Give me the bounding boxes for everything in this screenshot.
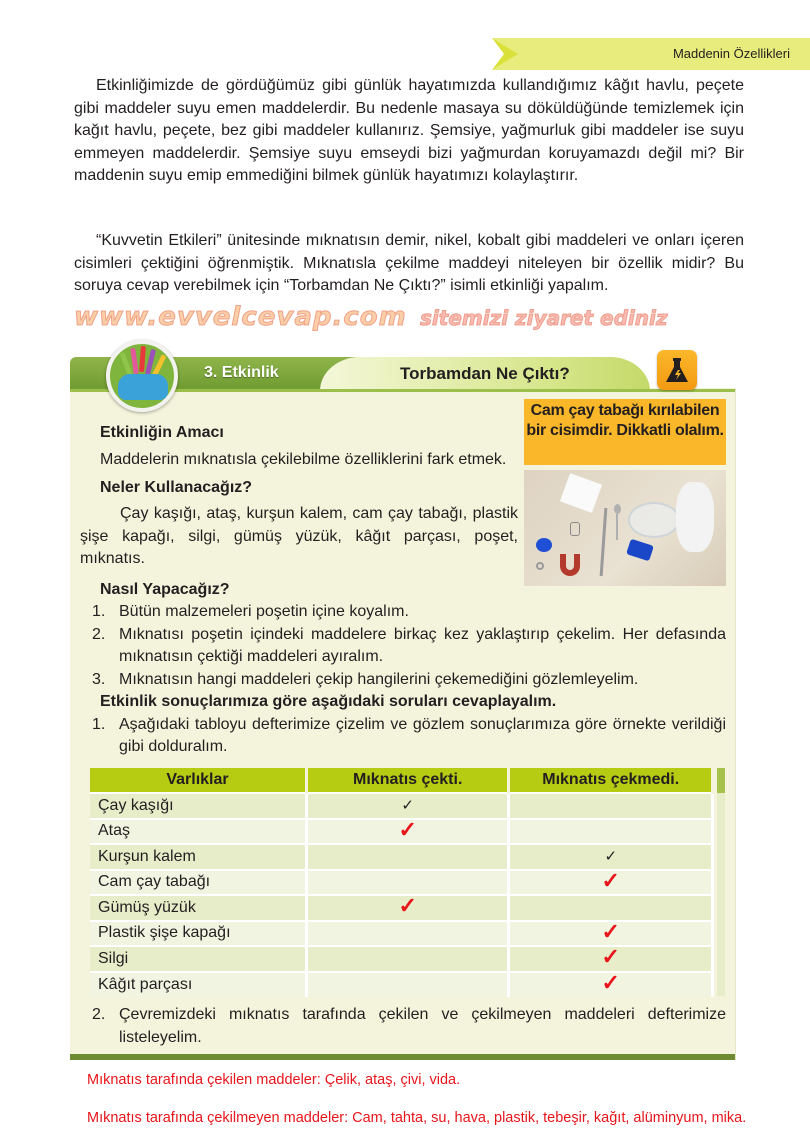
pencil-shape xyxy=(139,346,146,372)
step-text: Mıknatısın hangi maddeleri çekip hangilerini çekemediğini gözlemleyelim. xyxy=(119,670,639,688)
question-item xyxy=(92,1004,726,1049)
check-icon: ✓ xyxy=(398,893,417,919)
paper-shape xyxy=(560,473,602,513)
spoon-shape xyxy=(614,504,621,514)
attracted-cell xyxy=(306,816,509,845)
table-header-row xyxy=(90,768,713,793)
item-cell: Gümüş yüzük xyxy=(90,895,306,921)
answer-attracted: Mıknatıs tarafında çekilen maddeler: Çelik, ataş, çivi, vida. xyxy=(87,1072,461,1088)
table-row xyxy=(90,793,713,819)
not-attracted-cell xyxy=(509,793,713,819)
question-text: Çevremizdeki mıknatıs tarafında çekilen ve çekilmeyen maddeleri defterimize listeleyelim. xyxy=(119,1006,726,1046)
answer-not-attracted: Mıknatıs tarafında çekilmeyen maddeler: Cam, tahta, su, hava, plastik, tebeşir, kağıt, alüminyum, mika. xyxy=(87,1110,747,1126)
table-side-strip xyxy=(717,768,725,996)
bag-shape xyxy=(676,482,714,552)
item-cell: Kurşun kalem xyxy=(90,844,306,870)
not-attracted-cell xyxy=(509,972,713,998)
table-row xyxy=(90,819,713,845)
step-number: 1. xyxy=(92,603,106,620)
item-cell: Kâğıt parçası xyxy=(90,972,306,998)
pencil-case-icon xyxy=(106,340,178,412)
attracted-cell xyxy=(306,972,509,998)
purpose-text: Maddelerin mıknatısla çekilebilme özelliklerini fark etmek. xyxy=(100,451,507,468)
table-row xyxy=(90,946,713,972)
check-icon: ✓ xyxy=(604,848,618,866)
step-item xyxy=(92,669,726,692)
step-item xyxy=(92,624,726,669)
results-heading: Etkinlik sonuçlarımıza göre aşağıdaki soruları cevaplayalım. xyxy=(100,693,557,710)
question-number: 1. xyxy=(92,715,106,733)
item-cell: Çay kaşığı xyxy=(90,793,306,819)
bottle-cap-shape xyxy=(536,538,552,552)
check-icon: ✓ xyxy=(401,797,414,815)
not-attracted-cell xyxy=(509,867,713,896)
item-cell: Plastik şişe kapağı xyxy=(90,921,306,947)
activity-label: 3. Etkinlik xyxy=(204,364,279,381)
item-cell: Silgi xyxy=(90,946,306,972)
table-row xyxy=(90,895,713,921)
item-cell: Cam çay tabağı xyxy=(90,870,306,896)
ring-shape xyxy=(536,562,544,570)
step-text: Mıknatısı poşetin içindeki maddelere birkaç kez yaklaştırıp çekelim. Her defasında mıknatısın çektiği maddeleri ayıralım. xyxy=(119,625,726,665)
flask-icon xyxy=(657,350,697,390)
step-item xyxy=(92,601,726,624)
spoon-handle-shape xyxy=(616,514,618,540)
materials-photo xyxy=(524,470,726,586)
question-2 xyxy=(92,1004,726,1049)
paperclip-shape xyxy=(570,522,580,536)
column-header: Mıknatıs çekti. xyxy=(306,768,509,793)
not-attracted-cell xyxy=(509,895,713,921)
intro-paragraph-2: “Kuvvetin Etkileri” ünitesinde mıknatısın demir, nikel, kobalt gibi maddeleri ve onları içeren cisimleri çektiğini öğrenmiştik. Mıknatısla çekilme maddeyi niteleyen bir özellik midir? Bu soruya cevap verebilmek için “Torbamdan Ne Çıktı?” isimli etkinliği yapalım. xyxy=(74,232,744,294)
warning-note: Cam çay tabağı kırılabilen bir cisimdir. Dikkatli olalım. xyxy=(524,399,726,465)
column-header: Mıknatıs çekmedi. xyxy=(509,768,713,793)
glass-plate-shape xyxy=(628,502,680,538)
pencil-shape xyxy=(130,348,139,374)
activity-title: Torbamdan Ne Çıktı? xyxy=(400,364,570,383)
attracted-cell xyxy=(306,921,509,947)
pencil-shape xyxy=(600,508,608,576)
materials-heading: Neler Kullanacağız? xyxy=(100,479,253,496)
method-steps xyxy=(92,601,726,759)
watermark-message: sitemizi ziyaret ediniz xyxy=(420,306,668,330)
attracted-cell xyxy=(306,844,509,870)
item-cell: Ataş xyxy=(90,819,306,845)
not-attracted-cell xyxy=(509,844,713,870)
question-text: Aşağıdaki tabloyu defterimize çizelim ve gözlem sonuçlarımıza göre örnekte verildiği gibi dolduralım. xyxy=(119,715,726,755)
method-heading: Nasıl Yapacağız? xyxy=(100,581,230,598)
attracted-cell xyxy=(306,895,509,921)
section-title: Maddenin Özellikleri xyxy=(672,46,790,61)
question-item xyxy=(92,714,726,759)
table-side-strip-head xyxy=(717,768,725,793)
attracted-cell xyxy=(306,946,509,972)
observation-table xyxy=(90,768,714,997)
check-icon: ✓ xyxy=(601,944,620,970)
step-number: 2. xyxy=(92,625,106,643)
pencil-case-shape xyxy=(118,374,168,400)
check-icon: ✓ xyxy=(601,918,620,944)
question-number: 2. xyxy=(92,1006,106,1023)
not-attracted-cell xyxy=(509,918,713,947)
materials-text: Çay kaşığı, ataş, kurşun kalem, cam çay tabağı, plastik şişe kapağı, silgi, gümüş yüzük, kâğıt parçası, poşet, mıknatıs. xyxy=(80,505,518,567)
flask-glyph xyxy=(665,356,689,384)
watermark-url: www.evvelcevap.com xyxy=(74,302,407,332)
magnet-shape xyxy=(560,554,580,576)
purpose-heading: Etkinliğin Amacı xyxy=(100,424,224,441)
not-attracted-cell xyxy=(509,946,713,972)
table-row xyxy=(90,844,713,870)
chevron-mask xyxy=(492,38,504,70)
step-text: Bütün malzemeleri poşetin içine koyalım. xyxy=(119,603,409,620)
table-row xyxy=(90,972,713,998)
table-row xyxy=(90,870,713,896)
eraser-shape xyxy=(626,539,654,562)
table-row xyxy=(90,921,713,947)
column-header: Varlıklar xyxy=(90,768,306,793)
check-icon: ✓ xyxy=(601,970,620,996)
step-number: 3. xyxy=(92,670,106,688)
check-icon: ✓ xyxy=(601,867,620,893)
attracted-cell xyxy=(306,870,509,896)
check-icon: ✓ xyxy=(398,816,417,842)
intro-paragraph-1: Etkinliğimizde de gördüğümüz gibi günlük hayatımızda kullandığımız kâğıt havlu, peçete gibi maddeler suyu emen maddelerdir. Bu nedenle masaya su döküldüğünde temizlemek için kağıt havlu, peçete, bez gibi maddeler kullanırız. Şemsiye, yağmurluk gibi maddeler ise suyu emmeyen maddelerdir. Şemsiye suyu emseydi bizi yağmurdan koruyamazdı değil mi? Bir maddenin suyu emip emmediğini bilmek günlük hayatımızı kolaylaştırır. xyxy=(74,77,744,184)
attracted-cell xyxy=(306,793,509,819)
not-attracted-cell xyxy=(509,819,713,845)
